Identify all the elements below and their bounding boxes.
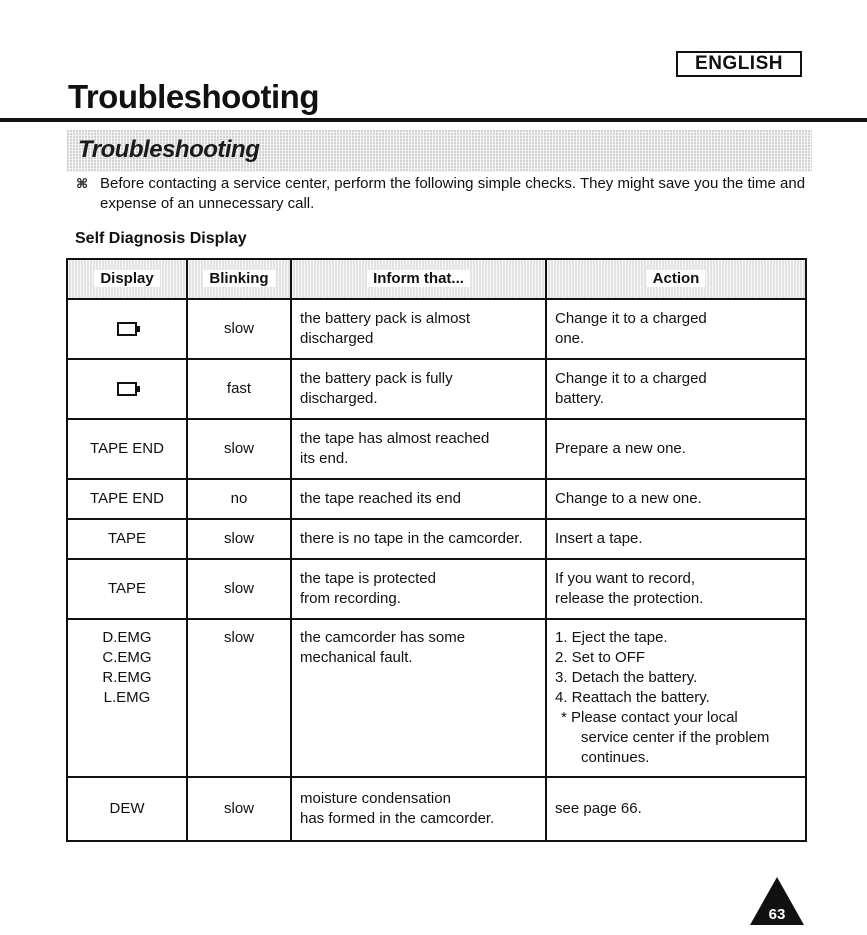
page-number-badge: [748, 875, 806, 927]
inform-cell: there is no tape in the camcorder.: [291, 519, 546, 559]
column-header-inform: Inform that...: [291, 259, 546, 299]
action-cell: Insert a tape.: [546, 519, 806, 559]
table-header-row: [67, 259, 806, 299]
battery-icon: [117, 322, 137, 336]
display-cell: D.EMG C.EMG R.EMG L.EMG: [67, 619, 187, 777]
table-row: [67, 519, 806, 559]
action-cell: If you want to record, release the protection.: [546, 559, 806, 619]
action-cell: see page 66.: [546, 777, 806, 841]
display-cell: TAPE END: [67, 479, 187, 519]
inform-cell: the tape has almost reached its end.: [291, 419, 546, 479]
display-cell: TAPE END: [67, 419, 187, 479]
column-header-action: Action: [546, 259, 806, 299]
action-cell: Change it to a charged one.: [546, 299, 806, 359]
action-cell: Prepare a new one.: [546, 419, 806, 479]
table-row: [67, 299, 806, 359]
display-cell: [67, 359, 187, 419]
inform-cell: the tape is protected from recording.: [291, 559, 546, 619]
title-divider: [0, 118, 867, 122]
language-badge: ENGLISH: [676, 51, 802, 77]
table-row: [67, 359, 806, 419]
intro-text: Before contacting a service center, perform the following simple checks. They might save you the time and expense of an unnecessary call.: [100, 175, 806, 212]
blinking-cell: slow: [187, 619, 291, 777]
inform-cell: moisture condensation has formed in the camcorder.: [291, 777, 546, 841]
table-row: [67, 619, 806, 777]
table-row: [67, 559, 806, 619]
page-number: 63: [768, 906, 786, 923]
blinking-cell: fast: [187, 359, 291, 419]
action-cell: Change to a new one.: [546, 479, 806, 519]
display-cell: [67, 299, 187, 359]
display-cell: TAPE: [67, 559, 187, 619]
inform-cell: the tape reached its end: [291, 479, 546, 519]
diagnosis-table: [66, 258, 807, 842]
table-row: [67, 479, 806, 519]
blinking-cell: slow: [187, 559, 291, 619]
section-banner: [66, 130, 812, 172]
inform-cell: the camcorder has some mechanical fault.: [291, 619, 546, 777]
blinking-cell: slow: [187, 519, 291, 559]
inform-cell: the battery pack is fully discharged.: [291, 359, 546, 419]
blinking-cell: slow: [187, 777, 291, 841]
column-header-display: Display: [67, 259, 187, 299]
table-row: [67, 777, 806, 841]
display-cell: DEW: [67, 777, 187, 841]
page-title: Troubleshooting: [68, 78, 319, 115]
section-banner-title: Troubleshooting: [78, 136, 260, 163]
table-row: [67, 419, 806, 479]
blinking-cell: slow: [187, 419, 291, 479]
blinking-cell: slow: [187, 299, 291, 359]
display-cell: TAPE: [67, 519, 187, 559]
action-cell: Change it to a charged battery.: [546, 359, 806, 419]
command-bullet-icon: ⌘: [76, 176, 89, 191]
action-cell: 1. Eject the tape. 2. Set to OFF 3. Detach the battery. 4. Reattach the battery. * Please contact your local service center if the problem continues.: [546, 619, 806, 777]
blinking-cell: no: [187, 479, 291, 519]
service-note: * Please contact your local: [561, 709, 738, 726]
inform-cell: the battery pack is almost discharged: [291, 299, 546, 359]
battery-icon: [117, 382, 137, 396]
column-header-blinking: Blinking: [187, 259, 291, 299]
self-diagnosis-heading: Self Diagnosis Display: [75, 230, 247, 247]
intro-paragraph: [76, 174, 816, 214]
